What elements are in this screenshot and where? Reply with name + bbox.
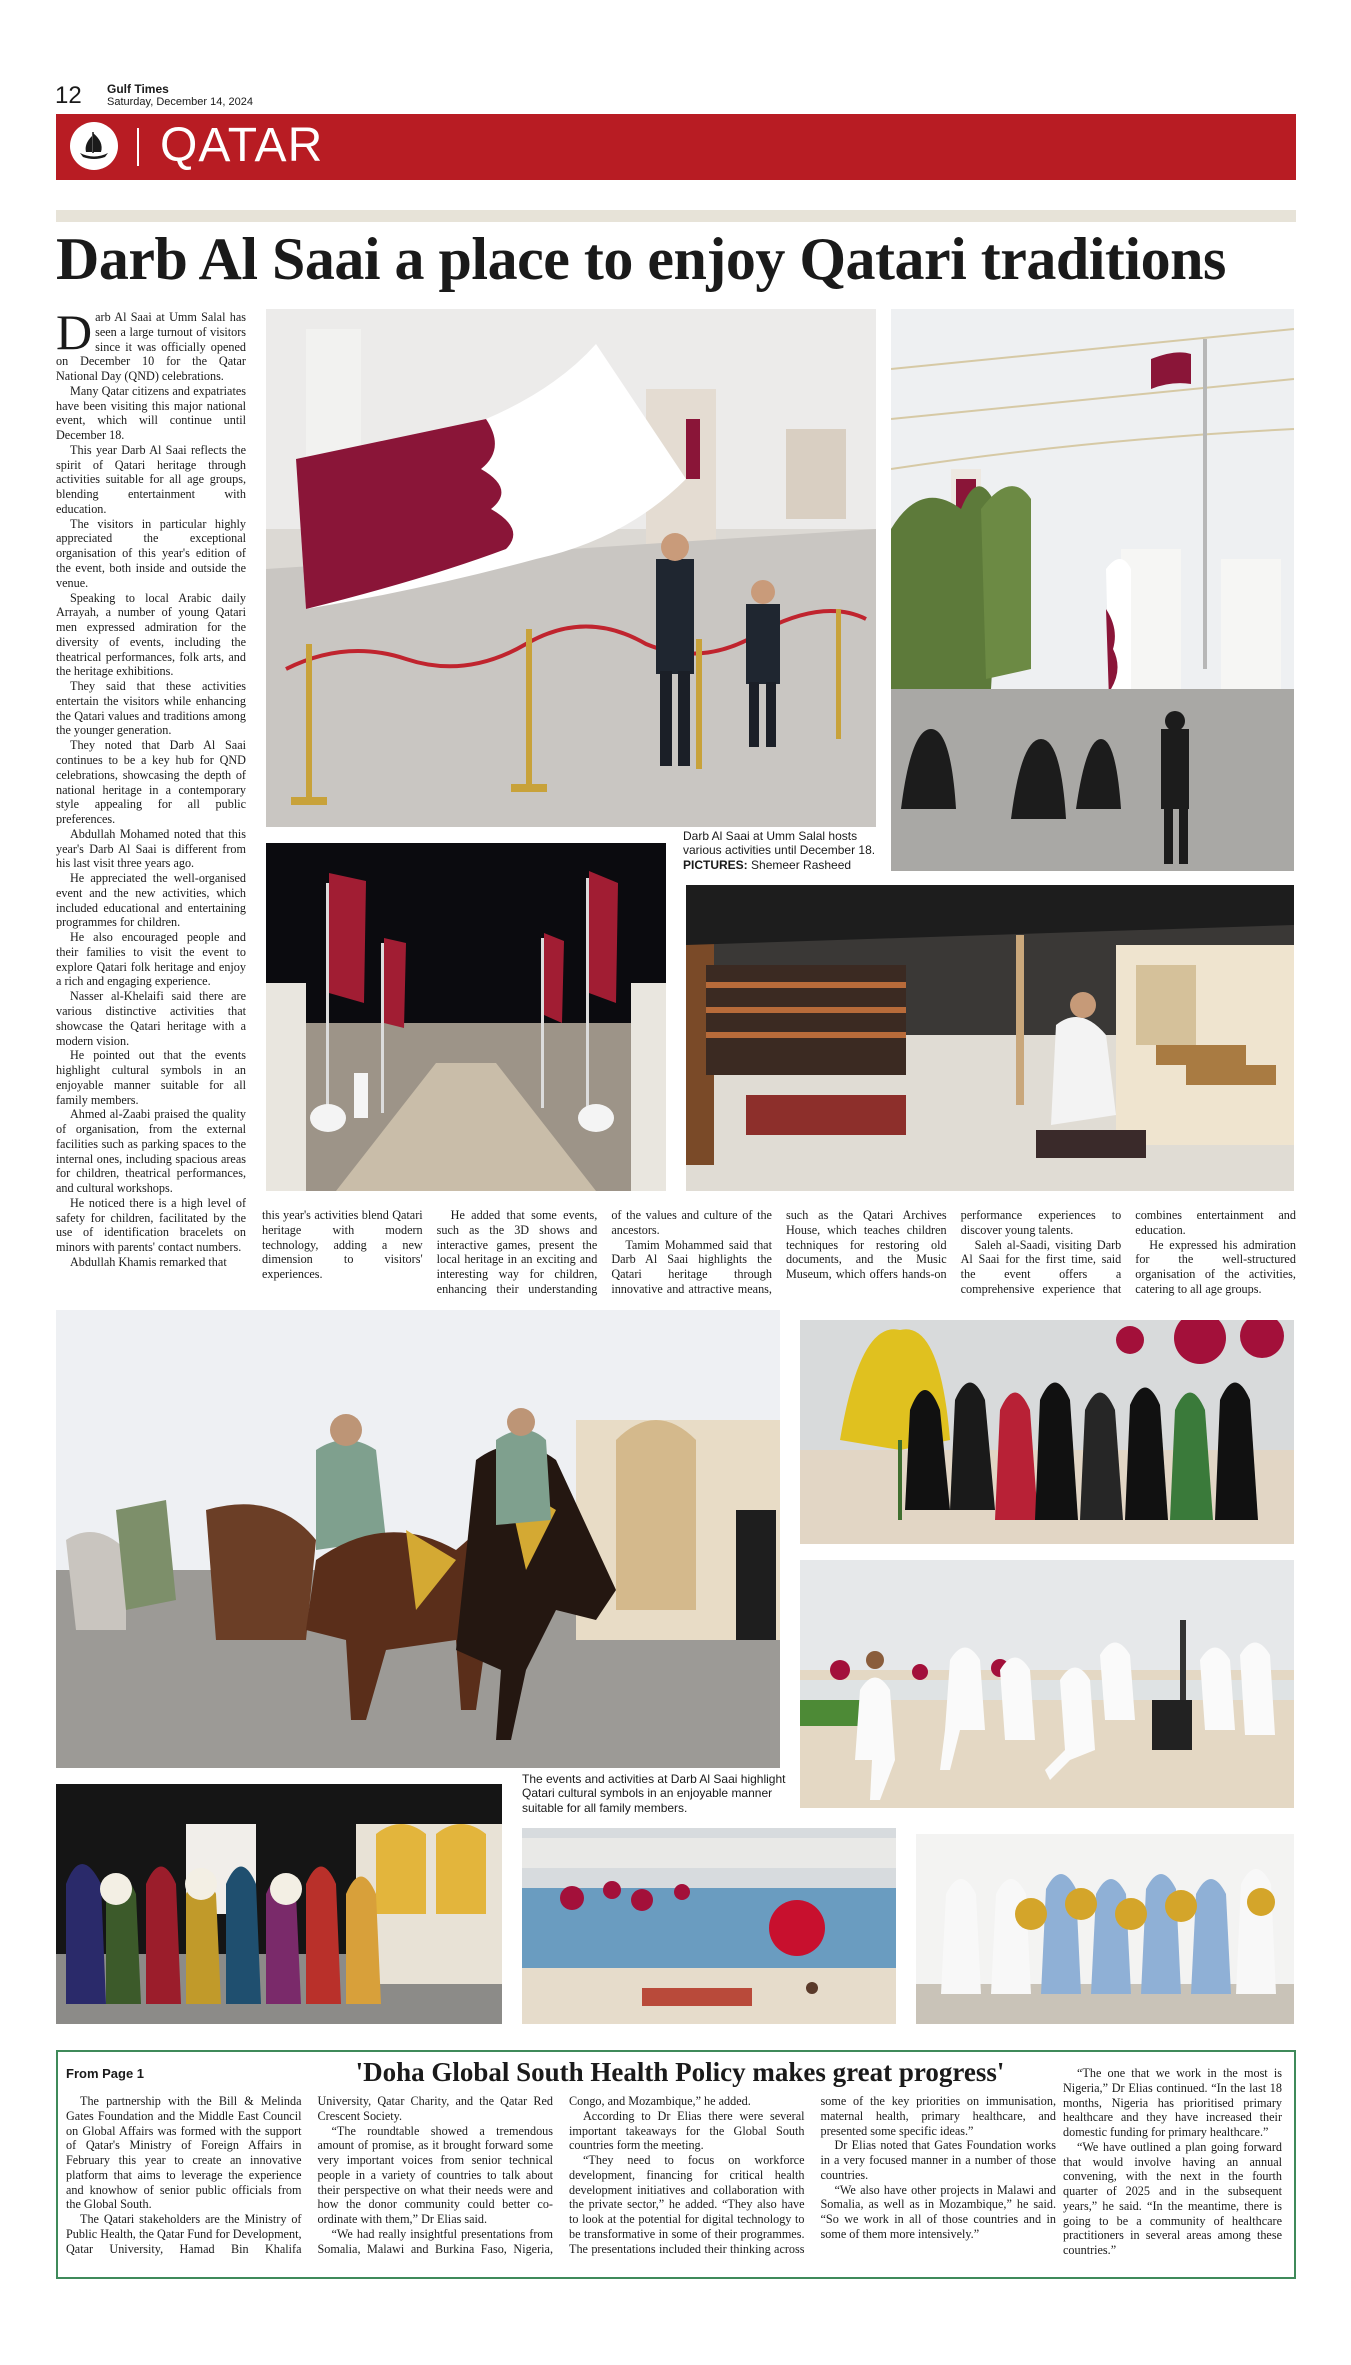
- story-paragraph: He added that some events, such as the 3D shows and interactive games, present the local heritage in an exciting and interesting way for children, enhancing their understanding of the values and culture of the ancestors.: [436, 1208, 772, 1296]
- photo-costumed-drummers: [56, 1784, 502, 2024]
- photo-horse-riders: [56, 1310, 780, 1768]
- band-separator: [137, 128, 139, 166]
- box-paragraph: “We had really insightful presentations from Somalia, Malawi and Burkina Faso, Nigeria, Congo, and Mozambique,” he added.: [317, 2094, 751, 2256]
- photo-credit: Shemeer Rasheed: [751, 857, 852, 872]
- drop-cap: D: [56, 310, 93, 360]
- box-paragraph: “The one that we work in the most is Nigeria,” Dr Elias continued. “In the last 18 months, Nigeria has prioritised primary healthcare and they have increased their domestic funding for primary healthcare.”: [1063, 2066, 1282, 2140]
- box-paragraph: According to Dr Elias there were several important takeaways for the Global South countries form the meeting.: [569, 2108, 805, 2153]
- story-column: [56, 310, 246, 1310]
- story-paragraph: The visitors in particular highly appreciated the exceptional organisation of this year's edition of the event, both inside and outside the venue.: [56, 516, 246, 590]
- photo-caption-middle: The events and activities at Darb Al Saai highlight Qatari cultural symbols in an enjoyable manner suitable for all family members.: [522, 1772, 786, 1815]
- page-number: 12: [55, 82, 82, 109]
- story-paragraph: Speaking to local Arabic daily Arrayah, a number of young Qatari men expressed admiration for the diversity of events, including the theatrical performances, folk arts, and the heritage exhibitions.: [56, 590, 246, 679]
- section-title: QATAR: [160, 119, 324, 172]
- box-paragraph: “We have outlined a plan going forward that would involve having an annual convening, with the next in the fourth quarter of 2025 and in the subsequent years,” he said. “In the meantime, there is going to be a community of healthcare practitioners in several areas among these countries.”: [1063, 2139, 1282, 2258]
- photo-exhibition-hall: [686, 885, 1294, 1191]
- page-headline: Darb Al Saai a place to enjoy Qatari traditions: [56, 226, 1226, 292]
- photo-street-flags: [891, 309, 1294, 871]
- story-paragraph: He appreciated the well-organised event and the new activities, which included educational and entertaining programmes for children.: [56, 871, 246, 930]
- story-paragraph: He pointed out that the events highlight cultural symbols in an enjoyable manner suitable for all family members.: [56, 1048, 246, 1107]
- story-paragraph: He also encouraged people and their families to visit the event to explore Qatari folk heritage and enjoy a rich and engaging experience.: [56, 930, 246, 989]
- box-headline: 'Doha Global South Health Policy makes great progress': [355, 2057, 1005, 2087]
- publication-name: Gulf Times: [107, 82, 169, 96]
- box-paragraph: Dr Elias noted that Gates Foundation works in a very focused manner in a number of those countries.: [820, 2138, 1056, 2182]
- story-paragraph: this year's activities blend Qatari heritage with modern technology, adding a new dimension to visitors' experiences.: [262, 1208, 423, 1282]
- box-paragraph: “The roundtable showed a tremendous amount of promise, as it brought forward some very important voices from senior technical people in a variety of countries to talk about their perspective on what their needs were and how the donor community could better co-ordinate with them,” Dr Elias said.: [317, 2123, 553, 2227]
- box-paragraph: “We also have other projects in Malawi and Somalia, as well as in Mozambique,” he said. “So we work in all of those countries and in some of them more intensively.”: [820, 2182, 1056, 2241]
- story-paragraph: Many Qatar citizens and expatriates have been visiting this major national event, which will continue until December 18.: [56, 383, 246, 443]
- photo-caption-top: Darb Al Saai at Umm Salal hosts various activities until December 18. PICTURES: Shemeer Rasheed: [683, 829, 876, 872]
- box-kicker: From Page 1: [66, 2066, 145, 2081]
- story-paragraph: Ahmed al-Zaabi praised the quality of organisation, from the external facilities such as parking spaces to the internal ones, including spacious areas for children, theatrical performances, and cultural workshops.: [56, 1107, 246, 1196]
- box-right-column: [1063, 2066, 1282, 2272]
- photo-white-drummers: [916, 1834, 1294, 2024]
- story-paragraph: This year Darb Al Saai reflects the spirit of Qatari heritage through activities suitable for all age groups, blending entertainment with education.: [56, 442, 246, 516]
- publication-date: Saturday, December 14, 2024: [107, 96, 253, 108]
- photo-women-dance: [800, 1320, 1294, 1544]
- photo-night-avenue: [266, 843, 666, 1191]
- story-paragraph: They said that these activities entertain the visitors while enhancing the Qatari values and traditions among the younger generation.: [56, 679, 246, 738]
- story-paragraph: Darb Al Saai at Umm Salal has seen a large turnout of visitors since it was officially opened on December 10 for the Qatar National Day (QND) celebrations.: [56, 310, 246, 384]
- headline-rule: [56, 210, 1296, 222]
- story-paragraph: Tamim Mohammed said that Darb Al Saai highlights the Qatari heritage through innovative and attractive means, such as the Qatari Archives House, which teaches children techniques for restoring old documents, and the Music Museum, which offers hands-on performance experiences to discover young talents.: [611, 1208, 1122, 1296]
- photo-pool-spheres: [522, 1828, 896, 2024]
- dhow-logo-icon: [70, 122, 118, 170]
- box-paragraph: “They need to focus on workforce development, financing for critical health development initiatives and collaboration with the private sector,” he added. “They also have to look at the potential for digital technology to be transformative in some of their programmes. The presentations included their thinking across some of the key priorities on immunisation, maternal health, primary healthcare, and presented some specific ideas.”: [569, 2094, 1056, 2256]
- story-continuation-columns: [262, 1208, 1296, 1312]
- story-paragraph: Abdullah Khamis remarked that: [70, 1255, 227, 1269]
- story-paragraph: He noticed there is a high level of safety for children, facilitated by the use of identification bracelets on minors with parents' contact numbers.: [56, 1195, 246, 1255]
- photo-boys-dance: [800, 1560, 1294, 1808]
- box-text-columns: [66, 2094, 1056, 2272]
- story-paragraph: Saleh al-Saadi, visiting Darb Al Saai for the first time, said the event offers a comprehensive experience that combines entertainment and education.: [960, 1208, 1296, 1296]
- story-paragraph: He expressed his admiration for the well-structured organisation of the activities, catering to all age groups.: [1135, 1237, 1296, 1296]
- story-paragraph: They noted that Darb Al Saai continues to be a key hub for QND celebrations, showcasing the depth of national heritage in a contemporary style appealing for all public preferences.: [56, 738, 246, 827]
- story-paragraph: Nasser al-Khelaifi said there are various distinctive activities that showcase the Qatari heritage with a modern vision.: [56, 989, 246, 1048]
- box-paragraph: The Qatari stakeholders are the Ministry of Public Health, the Qatar Fund for Development, Qatar University, Hamad Bin Khalifa University, Qatar Charity, and the Qatar Red Crescent Society.: [66, 2094, 553, 2256]
- photo-credit-label: PICTURES:: [683, 857, 748, 872]
- photo-flag-bearer: [266, 309, 876, 827]
- story-paragraph: Abdullah Mohamed noted that this year's Darb Al Saai is different from his last visit three years ago.: [56, 826, 246, 871]
- box-paragraph: The partnership with the Bill & Melinda Gates Foundation and the Middle East Council on Global Affairs was formed with the support of Qatar's Ministry of Foreign Affairs in February this year to create an innovative platform that aims to leverage the experience and knowhow of senior public officials from the Global South.: [66, 2094, 302, 2212]
